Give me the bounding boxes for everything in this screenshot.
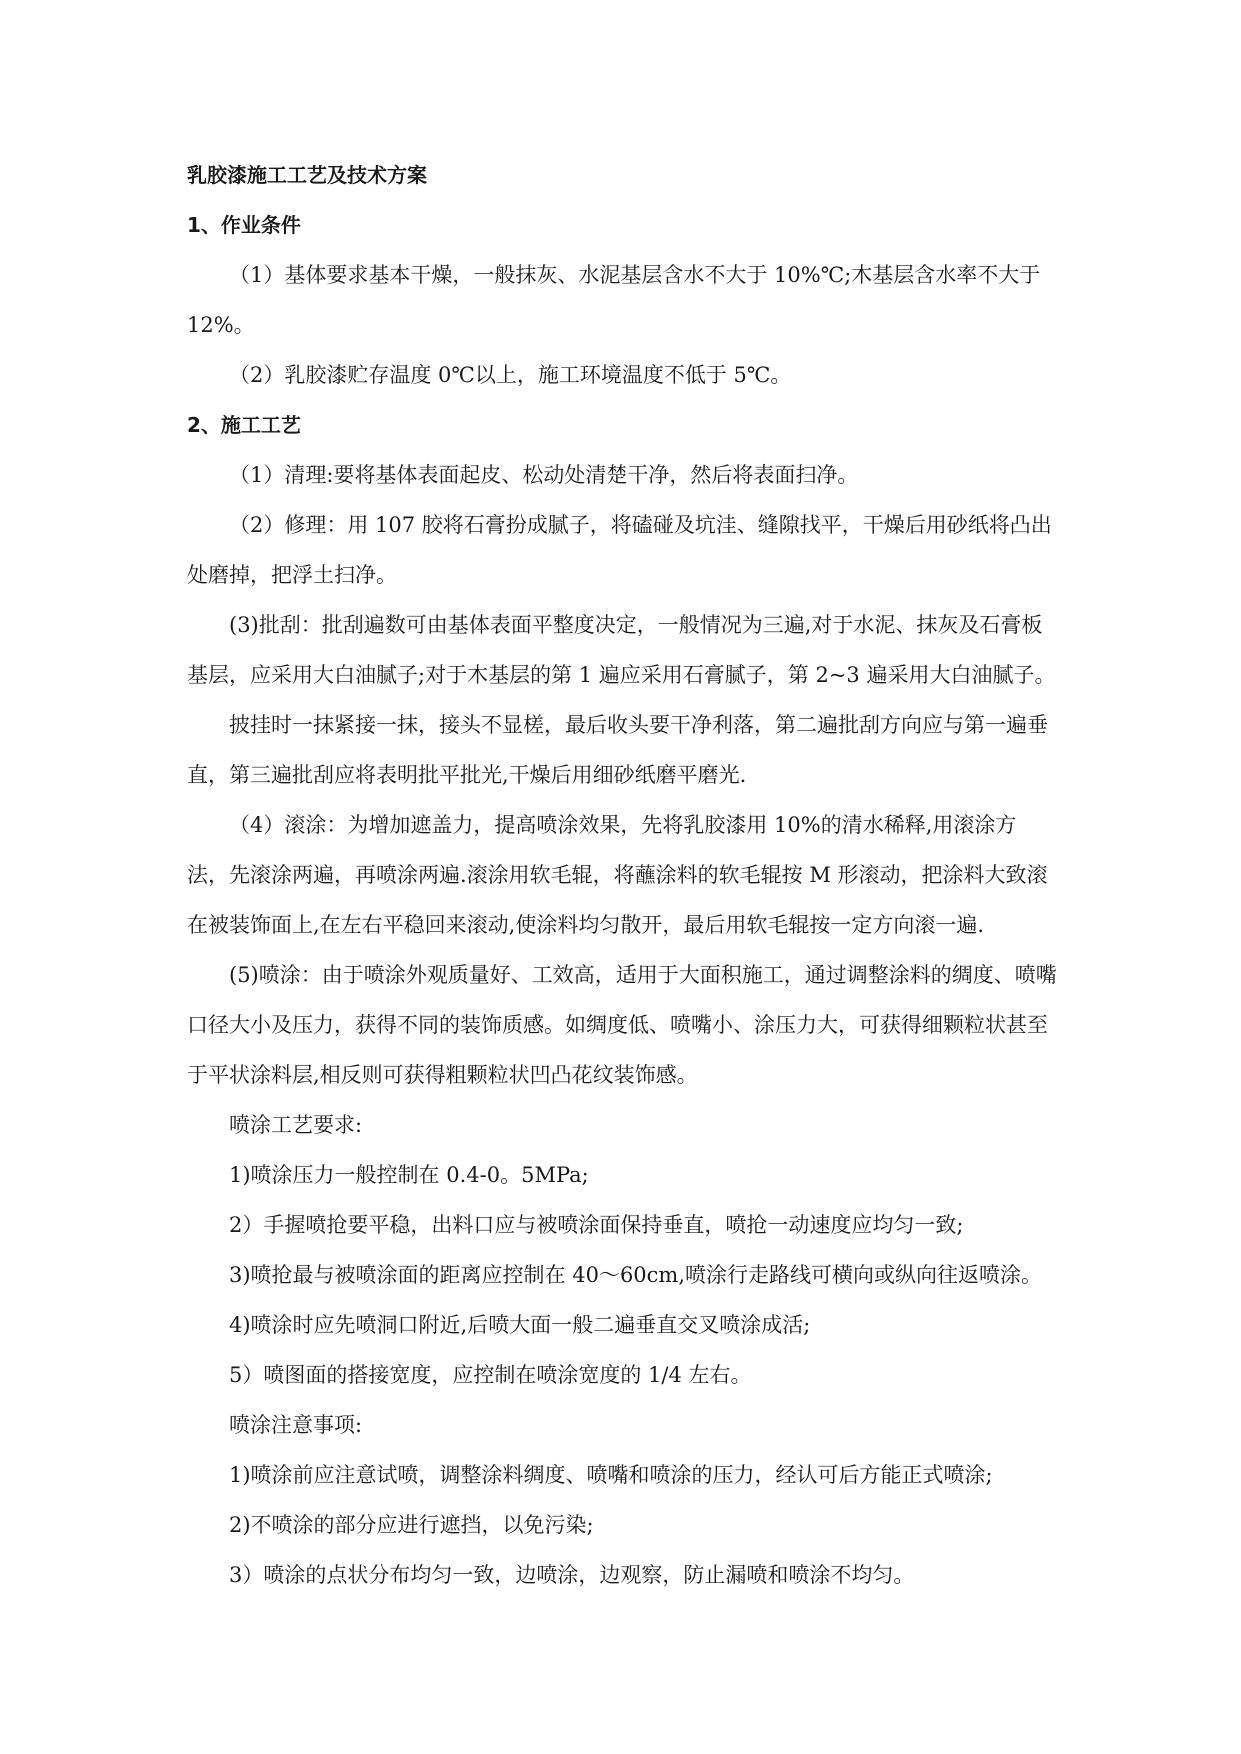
spray-requirements-heading: 喷涂工艺要求: [229, 1113, 363, 1137]
paragraph: （4）滚涂：为增加遮盖力，提高喷涂效果，先将乳胶漆用 10%的清水稀释,用滚涂方法，先滚涂两遍，再喷涂两遍.滚涂用软毛辊，将蘸涂料的软毛辊按 M 形滚动，把涂料大致滚在被装饰面上,在左右平稳回来滚动,使涂料均匀散开，最后用软毛辊按一定方向滚一遍. [187, 813, 1048, 937]
spray-notes-heading: 喷涂注意事项: [229, 1413, 363, 1437]
list-item: 2)不喷涂的部分应进行遮挡，以免污染; [229, 1513, 594, 1537]
list-item: 2）手握喷抢要平稳，出料口应与被喷涂面保持垂直，喷抢一动速度应均匀一致; [229, 1213, 964, 1237]
list-item: 4)喷涂时应先喷洞口附近,后喷大面一般二遍垂直交叉喷涂成活; [229, 1313, 811, 1337]
paragraph: （2）乳胶漆贮存温度 0℃以上，施工环境温度不低于 5℃。 [229, 363, 792, 387]
paragraph: 披挂时一抹紧接一抹，接头不显槎，最后收头要干净利落，第二遍批刮方向应与第一遍垂直，第三遍批刮应将表明批平批光,干燥后用细砂纸磨平磨光. [187, 713, 1048, 787]
paragraph: (3)批刮：批刮遍数可由基体表面平整度决定，一般情况为三遍,对于水泥、抹灰及石膏板基层，应采用大白油腻子;对于木基层的第 1 遍应采用石膏腻子，第 2~3 遍采用大白油腻子。 [187, 613, 1056, 687]
document-title: 乳胶漆施工工艺及技术方案 [187, 163, 427, 187]
list-item: 1)喷涂压力一般控制在 0.4-0。5MPa; [229, 1163, 589, 1187]
list-item: 3）喷涂的点状分布均匀一致，边喷涂，边观察，防止漏喷和喷涂不均匀。 [229, 1563, 915, 1587]
paragraph: (5)喷涂：由于喷涂外观质量好、工效高，适用于大面积施工，通过调整涂料的绸度、喷嘴口径大小及压力，获得不同的装饰质感。如绸度低、喷嘴小、涂压力大，可获得细颗粒状甚至于平状涂料层,相反则可获得粗颗粒状凹凸花纹装饰感。 [187, 963, 1057, 1087]
section-heading-construction-process: 2、施工工艺 [187, 413, 301, 437]
document-page [187, 150, 1057, 1600]
list-item: 3)喷抢最与被喷涂面的距离应控制在 40～60cm,喷涂行走路线可横向或纵向往返喷涂。 [229, 1263, 1043, 1287]
paragraph: （1）基体要求基本干燥，一般抹灰、水泥基层含水不大于 10%℃;木基层含水率不大于 12%。 [187, 263, 1041, 337]
paragraph: （2）修理：用 107 胶将石膏扮成腻子，将磕碰及坑洼、缝隙找平，干燥后用砂纸将凸出处磨掉，把浮土扫净。 [187, 513, 1052, 587]
list-item: 5）喷图面的搭接宽度，应控制在喷涂宽度的 1/4 左右。 [229, 1363, 752, 1387]
paragraph: （1）清理:要将基体表面起皮、松动处清楚干净，然后将表面扫净。 [229, 463, 859, 487]
section-heading-work-conditions: 1、作业条件 [187, 213, 301, 237]
list-item: 1)喷涂前应注意试喷，调整涂料绸度、喷嘴和喷涂的压力，经认可后方能正式喷涂; [229, 1463, 993, 1487]
